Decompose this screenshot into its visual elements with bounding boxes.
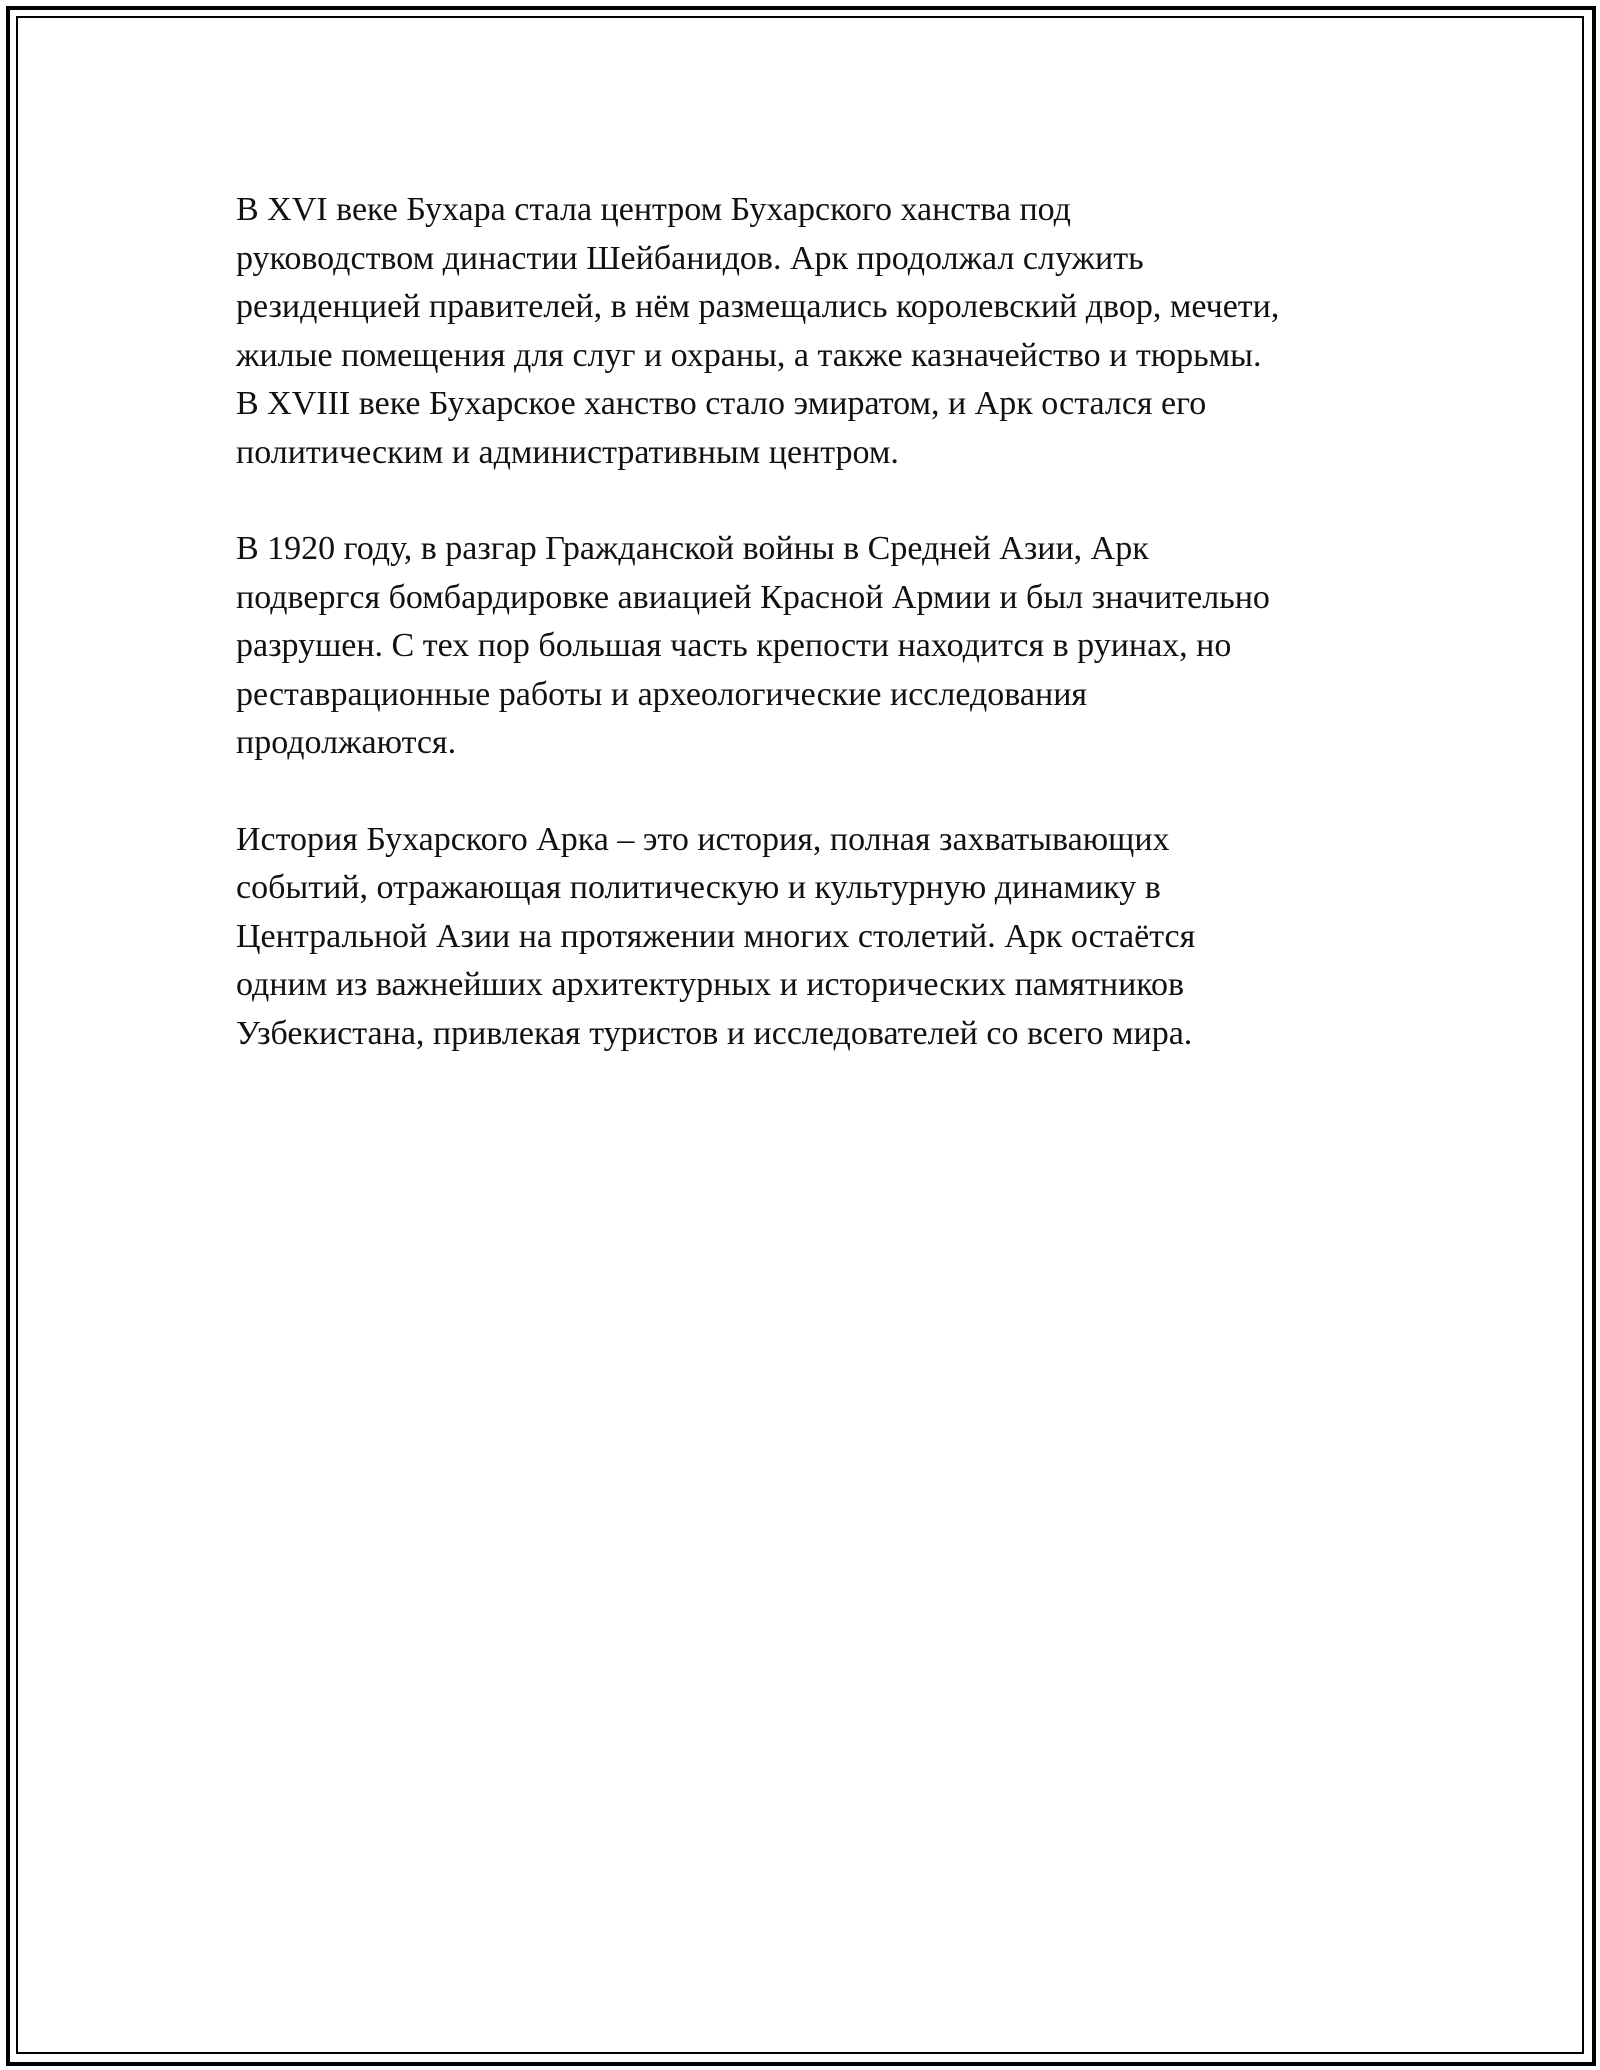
- paragraph-3: История Бухарского Арка – это история, полная захватывающих событий, отражающая политическую и культурную динамику в Центральной Азии на протяжении многих столетий. Арк остаётся одним из важнейших архитектурных и исторических памятников Узбекистана, привлекая туристов и исследователей со всего мира.: [236, 820, 1196, 1052]
- paragraph-1: В XVI веке Бухара стала центром Бухарского ханства под руководством династии Шейбанидов. Арк продолжал служить резиденцией правителей, в нём размещались королевский двор, мечети, жилые помещения для слуг и охраны, а также казначейство и тюрьмы. В XVIII веке Бухарское ханство стало эмиратом, и Арк остался его политическим и административным центром.: [236, 191, 1280, 471]
- paragraph-2: В 1920 году, в разгар Гражданской войны в Средней Азии, Арк подвергся бомбардировке авиацией Красной Армии и был значительно разрушен. С тех пор большая часть крепости находится в руинах, но реставрационные работы и археологические исследования продолжаются.: [236, 530, 1270, 761]
- document-body: [236, 186, 1386, 1106]
